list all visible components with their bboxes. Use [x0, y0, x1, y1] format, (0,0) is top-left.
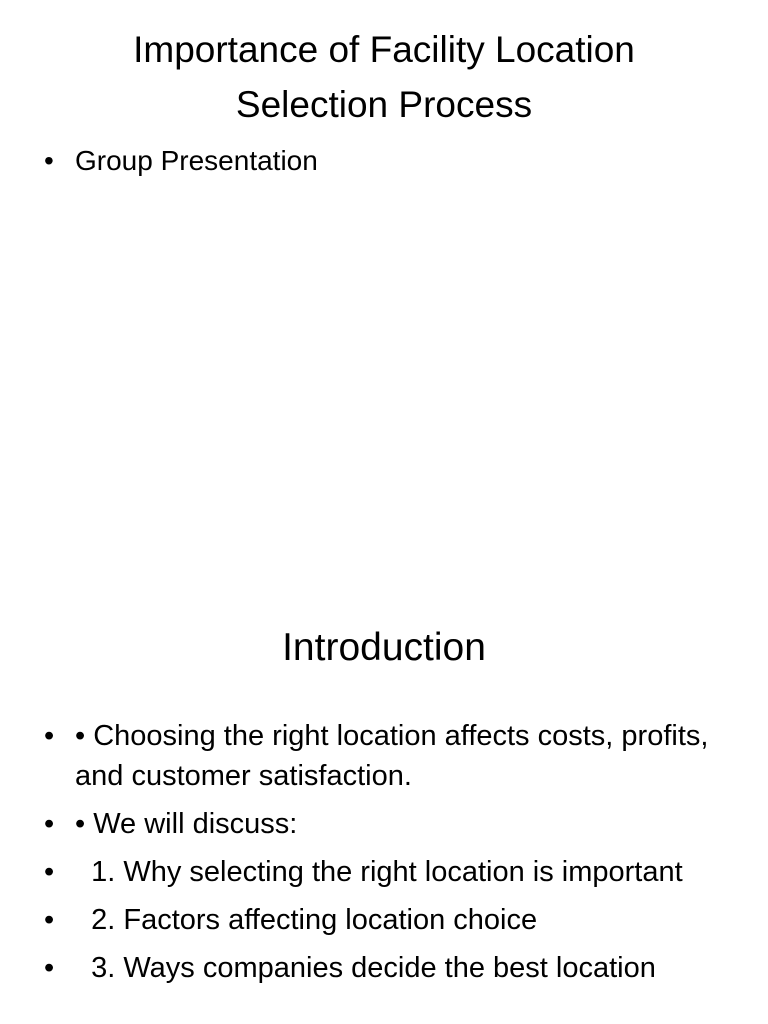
bullet-icon: • — [44, 720, 55, 752]
slide-heading: Introduction — [282, 626, 486, 669]
bullet-text: 1. Why selecting the right location is important — [75, 856, 683, 888]
title-line-1: Importance of Facility Location — [133, 29, 635, 70]
bullet-icon: • — [44, 145, 54, 176]
bullet-item — [0, 948, 715, 988]
bullet-text: 3. Ways companies decide the best location — [75, 952, 656, 984]
bullet-item — [0, 804, 715, 844]
bullet-icon: • — [44, 856, 55, 888]
bullet-icon: • — [44, 808, 55, 840]
bullet-item — [0, 716, 715, 796]
bullet-text: • We will discuss: — [75, 808, 298, 840]
slide-title-heading — [0, 22, 768, 132]
bullet-list — [0, 141, 715, 189]
bullet-text: 2. Factors affecting location choice — [75, 904, 538, 936]
bullet-icon: • — [44, 904, 55, 936]
bullet-item — [0, 141, 715, 181]
bullet-text: • Choosing the right location affects costs, profits, and customer satisfaction. — [75, 720, 709, 792]
bullet-list — [0, 716, 715, 996]
bullet-item — [0, 900, 715, 940]
bullet-icon: • — [44, 952, 55, 984]
title-line-2: Selection Process — [235, 84, 533, 125]
slide-introduction — [0, 576, 768, 1024]
bullet-item — [0, 852, 715, 892]
bullet-text: Group Presentation — [75, 145, 318, 176]
